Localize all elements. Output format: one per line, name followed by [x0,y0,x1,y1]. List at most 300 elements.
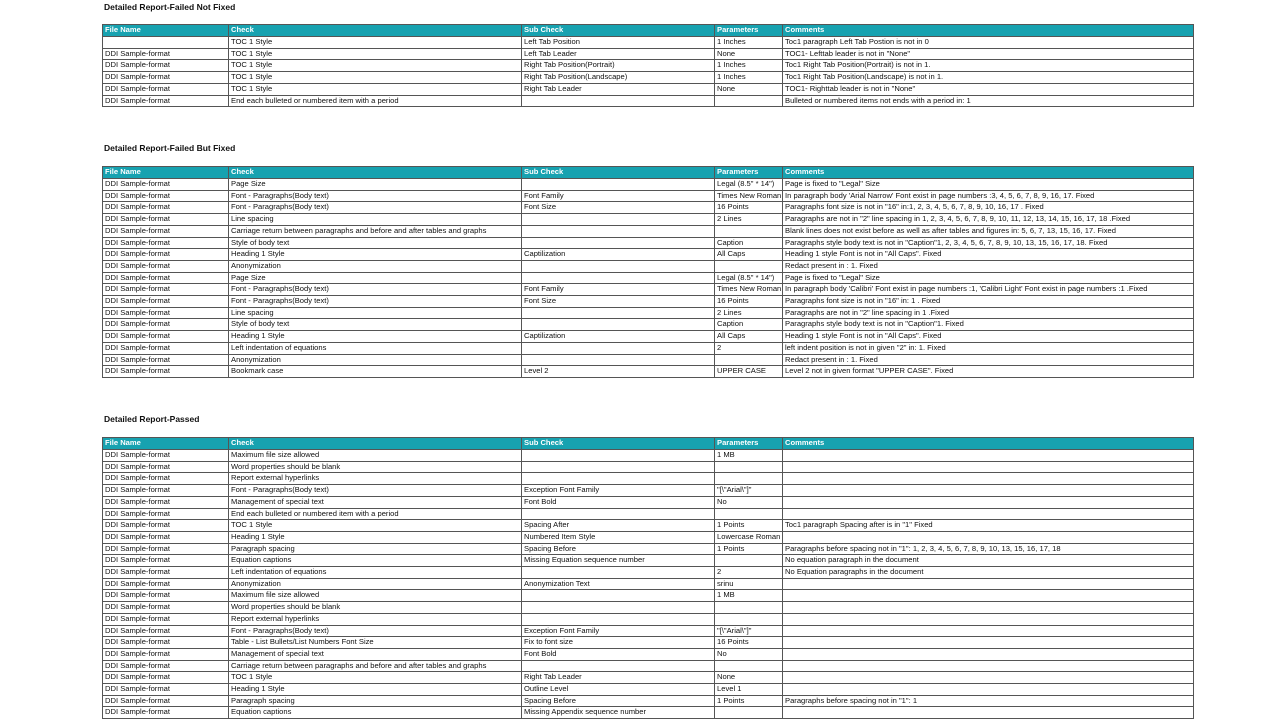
cell-parameters: 1 Inches [715,60,783,72]
cell-check: Font - Paragraphs(Body text) [229,296,522,308]
failed-not-fixed-table [102,24,1194,107]
cell-sub-check [522,508,715,520]
cell-comments: Toc1 Right Tab Position(Landscape) is not in 1. [783,72,1194,84]
cell-sub-check: Font Family [522,284,715,296]
cell-comments [783,461,1194,473]
cell-check: Maximum file size allowed [229,590,522,602]
cell-sub-check [522,237,715,249]
cell-comments: Paragraphs before spacing not in "1": 1, 2, 3, 4, 5, 6, 7, 8, 9, 10, 13, 15, 16, 17, 18 [783,543,1194,555]
column-header-sub-check: Sub Check [522,438,715,450]
cell-parameters: 1 MB [715,590,783,602]
cell-check: Left indentation of equations [229,567,522,579]
cell-check: Management of special text [229,496,522,508]
cell-check: Anonymization [229,578,522,590]
table-row [103,637,1194,649]
cell-parameters: 2 Lines [715,214,783,226]
cell-sub-check [522,260,715,272]
cell-comments [783,473,1194,485]
cell-file-name: DDI Sample-format [103,179,229,191]
cell-check: Anonymization [229,260,522,272]
cell-parameters: Legal (8.5" * 14") [715,179,783,191]
cell-file-name: DDI Sample-format [103,319,229,331]
cell-file-name: DDI Sample-format [103,578,229,590]
cell-comments [783,672,1194,684]
cell-comments [783,485,1194,497]
cell-sub-check: Outline Level [522,684,715,696]
table-row [103,450,1194,462]
cell-file-name: DDI Sample-format [103,249,229,261]
table-row [103,485,1194,497]
cell-comments: Paragraphs are not in "2" line spacing in 1 .Fixed [783,307,1194,319]
cell-parameters [715,707,783,719]
cell-parameters: 1 Inches [715,72,783,84]
cell-file-name: DDI Sample-format [103,461,229,473]
cell-parameters: Times New Roman [715,190,783,202]
cell-file-name: DDI Sample-format [103,237,229,249]
cell-comments: Page is fixed to "Legal" Size [783,179,1194,191]
cell-file-name: DDI Sample-format [103,672,229,684]
cell-sub-check [522,342,715,354]
table-row [103,214,1194,226]
cell-check: Word properties should be blank [229,461,522,473]
cell-parameters: Times New Roman [715,284,783,296]
cell-check: Word properties should be blank [229,602,522,614]
cell-sub-check [522,225,715,237]
cell-check: Font - Paragraphs(Body text) [229,202,522,214]
table-row [103,284,1194,296]
cell-check: TOC 1 Style [229,520,522,532]
table-row [103,590,1194,602]
column-header-file-name: File Name [103,25,229,37]
table-row [103,660,1194,672]
cell-comments [783,578,1194,590]
table-row [103,520,1194,532]
table-header-row [103,167,1194,179]
cell-comments: Toc1 paragraph Left Tab Postion is not in 0 [783,37,1194,49]
cell-check: TOC 1 Style [229,60,522,72]
cell-file-name: DDI Sample-format [103,496,229,508]
cell-check: Font - Paragraphs(Body text) [229,190,522,202]
cell-parameters [715,555,783,567]
cell-check: Left indentation of equations [229,342,522,354]
cell-check: Font - Paragraphs(Body text) [229,284,522,296]
cell-file-name: DDI Sample-format [103,555,229,567]
cell-parameters: None [715,672,783,684]
table-row [103,179,1194,191]
cell-comments: Paragraphs style body text is not in "Caption"1. Fixed [783,319,1194,331]
cell-comments [783,707,1194,719]
table-header-row [103,438,1194,450]
cell-sub-check: Font Size [522,296,715,308]
cell-file-name: DDI Sample-format [103,531,229,543]
cell-comments: Toc1 Right Tab Position(Portrait) is not in 1. [783,60,1194,72]
cell-sub-check: Anonymization Text [522,578,715,590]
cell-file-name: DDI Sample-format [103,260,229,272]
cell-file-name: DDI Sample-format [103,637,229,649]
cell-check: Management of special text [229,648,522,660]
cell-check: Page Size [229,272,522,284]
cell-sub-check: Font Bold [522,496,715,508]
cell-sub-check: Right Tab Position(Landscape) [522,72,715,84]
cell-sub-check: Exception Font Family [522,485,715,497]
cell-parameters: UPPER CASE [715,366,783,378]
cell-file-name: DDI Sample-format [103,707,229,719]
cell-parameters: All Caps [715,249,783,261]
cell-comments [783,590,1194,602]
cell-comments [783,508,1194,520]
cell-parameters: 1 MB [715,450,783,462]
cell-sub-check [522,660,715,672]
cell-sub-check [522,461,715,473]
table-row [103,260,1194,272]
cell-comments [783,648,1194,660]
cell-comments: Heading 1 style Font is not in "All Caps". Fixed [783,249,1194,261]
cell-comments: Redact present in : 1. Fixed [783,354,1194,366]
failed-but-fixed-table [102,166,1194,378]
cell-parameters: 1 Points [715,695,783,707]
cell-parameters: All Caps [715,331,783,343]
column-header-comments: Comments [783,438,1194,450]
cell-comments [783,613,1194,625]
cell-file-name: DDI Sample-format [103,272,229,284]
cell-file-name: DDI Sample-format [103,95,229,107]
cell-parameters: Lowercase Roman [715,531,783,543]
cell-comments: left indent position is not in given "2" in: 1. Fixed [783,342,1194,354]
table-row [103,72,1194,84]
cell-check: Style of body text [229,319,522,331]
cell-sub-check [522,307,715,319]
cell-comments: TOC1- Righttab leader is not in "None" [783,83,1194,95]
cell-sub-check [522,590,715,602]
cell-parameters: No [715,648,783,660]
section-title-failed-but-fixed: Detailed Report-Failed But Fixed [104,143,236,153]
cell-comments [783,625,1194,637]
cell-file-name: DDI Sample-format [103,567,229,579]
cell-parameters: Caption [715,319,783,331]
column-header-parameters: Parameters [715,438,783,450]
cell-sub-check: Right Tab Position(Portrait) [522,60,715,72]
table-row [103,613,1194,625]
table-row [103,37,1194,49]
table-row [103,684,1194,696]
cell-file-name: DDI Sample-format [103,307,229,319]
cell-sub-check: Exception Font Family [522,625,715,637]
cell-check: TOC 1 Style [229,48,522,60]
cell-check: TOC 1 Style [229,83,522,95]
column-header-check: Check [229,167,522,179]
cell-file-name: DDI Sample-format [103,296,229,308]
column-header-file-name: File Name [103,438,229,450]
cell-check: Heading 1 Style [229,531,522,543]
section-title-failed-not-fixed: Detailed Report-Failed Not Fixed [104,2,236,12]
cell-check: Line spacing [229,214,522,226]
table-row [103,555,1194,567]
column-header-parameters: Parameters [715,25,783,37]
table-row [103,342,1194,354]
cell-comments [783,531,1194,543]
cell-parameters: 16 Points [715,202,783,214]
cell-check: Font - Paragraphs(Body text) [229,485,522,497]
cell-file-name: DDI Sample-format [103,602,229,614]
cell-parameters: Caption [715,237,783,249]
cell-file-name: DDI Sample-format [103,613,229,625]
cell-file-name: DDI Sample-format [103,214,229,226]
cell-parameters [715,602,783,614]
cell-sub-check: Left Tab Leader [522,48,715,60]
cell-comments: Level 2 not in given format "UPPER CASE". Fixed [783,366,1194,378]
cell-file-name: DDI Sample-format [103,648,229,660]
cell-sub-check: Spacing Before [522,695,715,707]
cell-file-name: DDI Sample-format [103,48,229,60]
passed-table [102,437,1194,719]
cell-comments: No Equation paragraphs in the document [783,567,1194,579]
cell-sub-check: Missing Appendix sequence number [522,707,715,719]
cell-parameters: srinu [715,578,783,590]
cell-sub-check [522,95,715,107]
cell-parameters: No [715,496,783,508]
column-header-parameters: Parameters [715,167,783,179]
cell-check: Equation captions [229,707,522,719]
table-row [103,48,1194,60]
cell-check: End each bulleted or numbered item with a period [229,95,522,107]
cell-sub-check: Font Bold [522,648,715,660]
table-row [103,83,1194,95]
cell-file-name: DDI Sample-format [103,284,229,296]
table-row [103,672,1194,684]
cell-file-name: DDI Sample-format [103,225,229,237]
cell-parameters: 1 Inches [715,37,783,49]
cell-check: Heading 1 Style [229,684,522,696]
table-row [103,296,1194,308]
cell-comments [783,684,1194,696]
table-row [103,625,1194,637]
cell-comments: Bulleted or numbered items not ends with a period in: 1 [783,95,1194,107]
cell-file-name [103,37,229,49]
section-title-passed: Detailed Report-Passed [104,414,200,424]
cell-sub-check: Numbered Item Style [522,531,715,543]
cell-comments [783,450,1194,462]
cell-comments [783,660,1194,672]
cell-comments: In paragraph body 'Arial Narrow' Font exist in page numbers :3, 4, 5, 6, 7, 8, 9, 16, 17. Fixed [783,190,1194,202]
cell-sub-check [522,450,715,462]
cell-sub-check: Left Tab Position [522,37,715,49]
cell-parameters [715,473,783,485]
table-row [103,473,1194,485]
table-row [103,543,1194,555]
table-row [103,331,1194,343]
cell-check: Line spacing [229,307,522,319]
cell-sub-check [522,473,715,485]
cell-parameters [715,461,783,473]
cell-check: Paragraph spacing [229,543,522,555]
cell-file-name: DDI Sample-format [103,72,229,84]
cell-file-name: DDI Sample-format [103,202,229,214]
table-row [103,319,1194,331]
cell-parameters [715,613,783,625]
cell-check: Font - Paragraphs(Body text) [229,625,522,637]
cell-parameters [715,95,783,107]
cell-comments [783,496,1194,508]
table-row [103,707,1194,719]
table-row [103,237,1194,249]
table-row [103,508,1194,520]
cell-file-name: DDI Sample-format [103,520,229,532]
cell-parameters: 16 Points [715,296,783,308]
cell-sub-check [522,272,715,284]
cell-parameters [715,354,783,366]
table-row [103,95,1194,107]
cell-check: Maximum file size allowed [229,450,522,462]
cell-check: Style of body text [229,237,522,249]
table-row [103,531,1194,543]
table-header-row [103,25,1194,37]
cell-file-name: DDI Sample-format [103,354,229,366]
cell-parameters [715,508,783,520]
column-header-comments: Comments [783,25,1194,37]
cell-check: Table - List Bullets/List Numbers Font Size [229,637,522,649]
table-row [103,272,1194,284]
cell-file-name: DDI Sample-format [103,508,229,520]
column-header-sub-check: Sub Check [522,167,715,179]
table-row [103,695,1194,707]
cell-sub-check: Spacing After [522,520,715,532]
cell-check: TOC 1 Style [229,37,522,49]
cell-file-name: DDI Sample-format [103,342,229,354]
cell-sub-check [522,354,715,366]
cell-parameters [715,225,783,237]
cell-comments [783,637,1194,649]
table-row [103,567,1194,579]
column-header-sub-check: Sub Check [522,25,715,37]
cell-parameters: 2 [715,567,783,579]
table-row [103,578,1194,590]
cell-sub-check: Right Tab Leader [522,672,715,684]
table-row [103,496,1194,508]
cell-parameters: None [715,83,783,95]
cell-check: Anonymization [229,354,522,366]
cell-check: Report external hyperlinks [229,473,522,485]
cell-comments: Paragraphs font size is not in "16" in: 1 . Fixed [783,296,1194,308]
cell-sub-check: Level 2 [522,366,715,378]
cell-sub-check: Captilization [522,249,715,261]
cell-sub-check [522,613,715,625]
cell-parameters: 2 [715,342,783,354]
cell-file-name: DDI Sample-format [103,543,229,555]
column-header-check: Check [229,25,522,37]
cell-comments: Paragraphs font size is not in "16" in:1, 2, 3, 4, 5, 6, 7, 8, 9, 10, 16, 17 . Fixed [783,202,1194,214]
table-row [103,249,1194,261]
cell-file-name: DDI Sample-format [103,485,229,497]
table-row [103,202,1194,214]
cell-sub-check [522,179,715,191]
cell-file-name: DDI Sample-format [103,684,229,696]
cell-file-name: DDI Sample-format [103,473,229,485]
cell-comments: Page is fixed to "Legal" Size [783,272,1194,284]
cell-comments: Redact present in : 1. Fixed [783,260,1194,272]
cell-parameters [715,260,783,272]
table-row [103,307,1194,319]
cell-parameters: 2 Lines [715,307,783,319]
cell-check: Heading 1 Style [229,331,522,343]
cell-parameters: "[\"Arial\"]" [715,625,783,637]
cell-parameters: "[\"Arial\"]" [715,485,783,497]
cell-check: End each bulleted or numbered item with a period [229,508,522,520]
cell-comments: TOC1- Lefttab leader is not in "None" [783,48,1194,60]
cell-comments: Paragraphs are not in "2" line spacing in 1, 2, 3, 4, 5, 6, 7, 8, 9, 10, 11, 12, 13, 14, 15, 16, 17, 18 .Fixed [783,214,1194,226]
cell-comments: Paragraphs style body text is not in "Caption"1, 2, 3, 4, 5, 6, 7, 8, 9, 10, 13, 15, 16, 17, 18. Fixed [783,237,1194,249]
cell-sub-check [522,602,715,614]
column-header-file-name: File Name [103,167,229,179]
cell-sub-check [522,319,715,331]
cell-parameters: 1 Points [715,543,783,555]
cell-comments: Paragraphs before spacing not in "1": 1 [783,695,1194,707]
table-row [103,60,1194,72]
table-row [103,648,1194,660]
cell-check: Paragraph spacing [229,695,522,707]
cell-comments: Blank lines does not exist before as well as after tables and figures in: 5, 6, 7, 13, 15, 16, 17. Fixed [783,225,1194,237]
cell-check: Equation captions [229,555,522,567]
cell-comments: In paragraph body 'Calibri' Font exist in page numbers :1, 'Calibri Light' Font exist in page numbers :1 .Fixed [783,284,1194,296]
cell-check: TOC 1 Style [229,72,522,84]
cell-parameters: None [715,48,783,60]
cell-check: Carriage return between paragraphs and before and after tables and graphs [229,660,522,672]
cell-sub-check [522,214,715,226]
cell-check: Page Size [229,179,522,191]
cell-comments: Heading 1 style Font is not in "All Caps". Fixed [783,331,1194,343]
cell-parameters [715,660,783,672]
cell-comments: No equation paragraph in the document [783,555,1194,567]
table-row [103,461,1194,473]
cell-file-name: DDI Sample-format [103,450,229,462]
table-row [103,190,1194,202]
cell-sub-check: Captilization [522,331,715,343]
cell-sub-check: Font Size [522,202,715,214]
table-row [103,225,1194,237]
cell-parameters: 16 Points [715,637,783,649]
cell-file-name: DDI Sample-format [103,695,229,707]
cell-parameters: Legal (8.5" * 14") [715,272,783,284]
table-row [103,354,1194,366]
cell-file-name: DDI Sample-format [103,60,229,72]
cell-check: Report external hyperlinks [229,613,522,625]
cell-comments [783,602,1194,614]
cell-sub-check: Spacing Before [522,543,715,555]
cell-sub-check: Missing Equation sequence number [522,555,715,567]
table-row [103,366,1194,378]
cell-check: Bookmark case [229,366,522,378]
cell-check: Heading 1 Style [229,249,522,261]
cell-file-name: DDI Sample-format [103,660,229,672]
cell-file-name: DDI Sample-format [103,83,229,95]
cell-file-name: DDI Sample-format [103,331,229,343]
column-header-comments: Comments [783,167,1194,179]
cell-sub-check: Fix to font size [522,637,715,649]
cell-sub-check: Right Tab Leader [522,83,715,95]
cell-check: Carriage return between paragraphs and before and after tables and graphs [229,225,522,237]
cell-parameters: 1 Points [715,520,783,532]
cell-file-name: DDI Sample-format [103,190,229,202]
cell-parameters: Level 1 [715,684,783,696]
cell-file-name: DDI Sample-format [103,366,229,378]
cell-comments: Toc1 paragraph Spacing after is in "1" Fixed [783,520,1194,532]
cell-check: TOC 1 Style [229,672,522,684]
cell-file-name: DDI Sample-format [103,590,229,602]
table-row [103,602,1194,614]
column-header-check: Check [229,438,522,450]
cell-sub-check [522,567,715,579]
cell-file-name: DDI Sample-format [103,625,229,637]
cell-sub-check: Font Family [522,190,715,202]
